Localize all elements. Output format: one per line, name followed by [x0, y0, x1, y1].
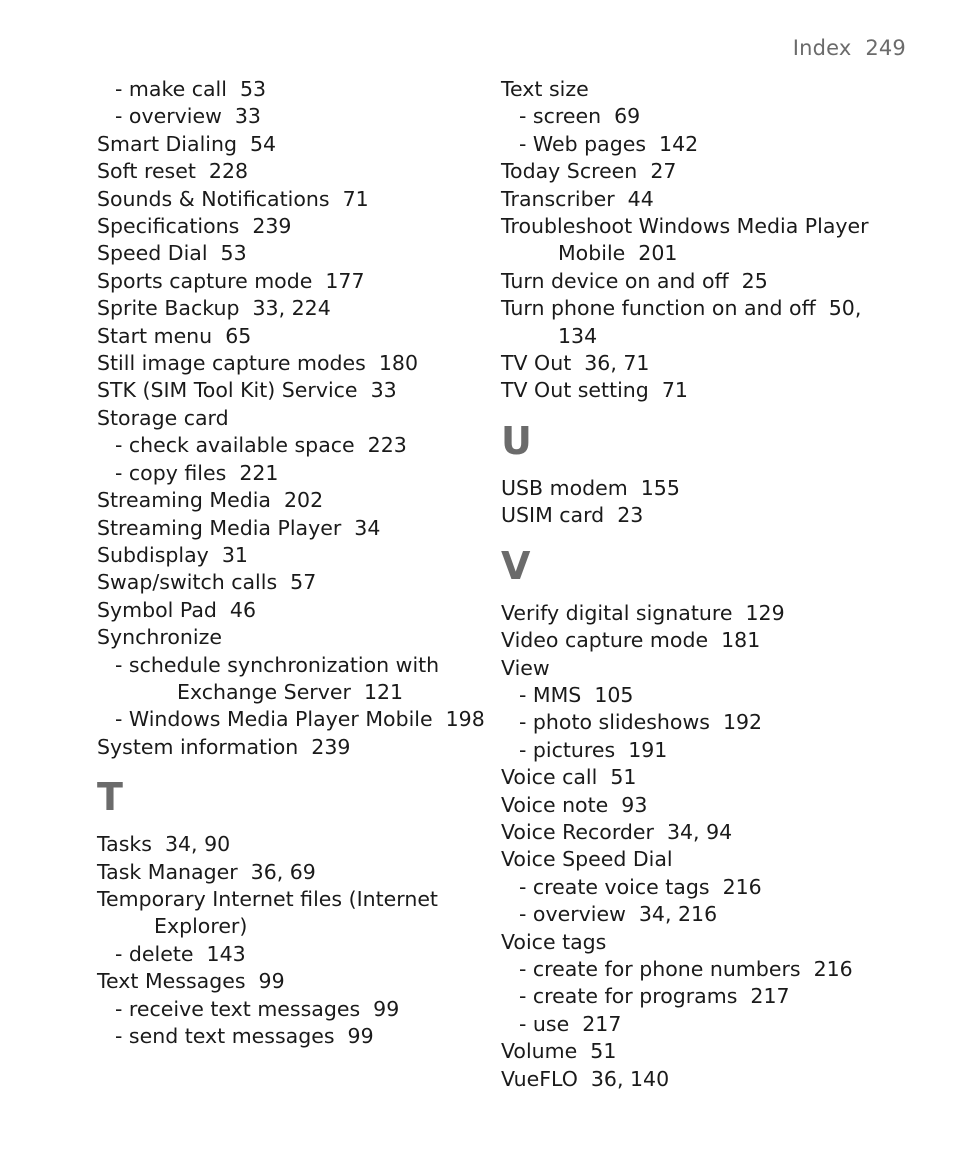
index-entry: Troubleshoot Windows Media Player	[501, 214, 869, 239]
index-entry: Transcriber 44	[501, 186, 654, 211]
index-entry: Temporary Internet files (Internet	[97, 886, 438, 911]
index-subentry: - photo slideshows 192	[519, 710, 763, 735]
index-entry: Specifications 239	[97, 214, 292, 239]
index-entry-continuation: 134	[558, 323, 598, 348]
index-entry: Sprite Backup 33, 224	[97, 296, 331, 321]
index-subentry: - pictures 191	[519, 737, 668, 762]
index-subentry: - create for programs 217	[519, 984, 790, 1009]
index-entry: Task Manager 36, 69	[97, 859, 316, 884]
index-entry-continuation: Exchange Server 121	[177, 679, 404, 704]
index-subentry: - delete 143	[115, 941, 246, 966]
index-entry: Soft reset 228	[97, 159, 249, 184]
index-entry: Symbol Pad 46	[97, 597, 257, 622]
index-entry: Volume 51	[501, 1039, 617, 1064]
index-entry: Voice Speed Dial	[501, 847, 673, 872]
index-entry: Sounds & Notifications 71	[97, 186, 369, 211]
index-entry: Verify digital signature 129	[501, 600, 785, 625]
page-header	[793, 36, 906, 60]
index-subentry: - screen 69	[519, 104, 641, 129]
index-entry: Streaming Media 202	[97, 488, 324, 513]
index-section-letter: V	[501, 543, 531, 588]
index-entry: TV Out setting 71	[501, 378, 688, 403]
index-subentry: - create voice tags 216	[519, 874, 762, 899]
index-entry: VueFLO 36, 140	[501, 1066, 670, 1091]
index-subentry: - Web pages 142	[519, 131, 699, 156]
index-entry: Voice tags	[501, 929, 607, 954]
header-section: Index	[792, 36, 852, 60]
index-subentry: - make call 53	[115, 77, 267, 101]
index-entry: Still image capture modes 180	[97, 351, 418, 376]
header-page-number: 249	[865, 36, 906, 60]
index-entry: Swap/switch calls 57	[97, 570, 317, 595]
index-entry: Speed Dial 53	[97, 241, 247, 266]
index-subentry: - copy files 221	[115, 460, 279, 485]
index-entry: Smart Dialing 54	[97, 131, 277, 156]
index-subentry: - receive text messages 99	[115, 996, 400, 1021]
index-column-left	[97, 76, 485, 1050]
index-entry: Subdisplay 31	[97, 542, 248, 567]
index-subentry: - schedule synchronization with	[115, 652, 440, 677]
index-entry: USB modem 155	[501, 475, 680, 500]
index-entry: Turn device on and off 25	[501, 268, 768, 293]
index-entry: System information 239	[97, 734, 351, 759]
index-entry: Video capture mode 181	[501, 628, 761, 653]
index-entry: Voice note 93	[501, 792, 648, 817]
index-entry: Voice Recorder 34, 94	[501, 819, 733, 844]
index-entry: View	[501, 655, 550, 680]
index-entry: Streaming Media Player 34	[97, 515, 381, 540]
index-column-right	[501, 76, 921, 1093]
index-subentry: - send text messages 99	[115, 1024, 374, 1048]
index-subentry: - create for phone numbers 216	[519, 956, 853, 981]
index-entry: Turn phone function on and off 50,	[501, 296, 862, 321]
index-entry: Synchronize	[97, 625, 222, 650]
index-entry: Storage card	[97, 405, 229, 430]
index-section-letter: U	[501, 418, 532, 463]
index-subentry: - use 217	[519, 1011, 622, 1036]
index-subentry: - check available space 223	[115, 433, 407, 458]
index-entry: Sports capture mode 177	[97, 268, 365, 293]
index-entry: STK (SIM Tool Kit) Service 33	[97, 378, 397, 403]
index-subentry: - Windows Media Player Mobile 198	[115, 707, 485, 732]
index-entry: TV Out 36, 71	[501, 351, 650, 376]
index-subentry: - MMS 105	[519, 682, 634, 707]
index-subentry: - overview 33	[115, 104, 261, 129]
index-entry: Today Screen 27	[501, 159, 677, 184]
index-entry: Text Messages 99	[97, 969, 285, 994]
index-entry: Start menu 65	[97, 323, 252, 348]
index-entry: Voice call 51	[501, 765, 637, 790]
index-entry-continuation: Explorer)	[154, 914, 248, 939]
index-entry-continuation: Mobile 201	[558, 241, 678, 266]
index-entry: USIM card 23	[501, 503, 644, 528]
index-entry: Text size	[501, 77, 589, 101]
index-entry: Tasks 34, 90	[97, 832, 231, 857]
index-subentry: - overview 34, 216	[519, 902, 718, 927]
index-section-letter: T	[97, 775, 123, 820]
